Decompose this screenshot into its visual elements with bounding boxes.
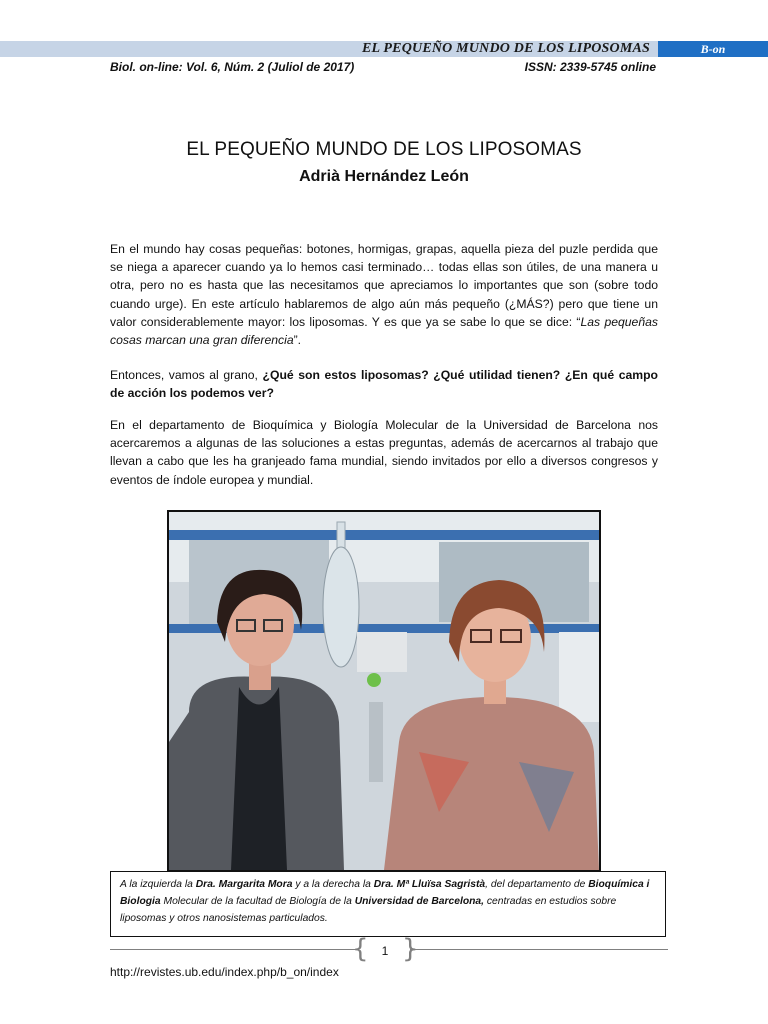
paragraph-intro-end: ”. [293, 333, 302, 348]
article-author: Adrià Hernández León [299, 168, 469, 185]
page-number: 1 [381, 944, 389, 958]
paragraph-department: En el departamento de Bioquímica y Biología Molecular de la Universidad de Barcelona nos acercaremos a algunas de las soluciones a estas preguntas, además de acercarnos al trabajo que llevan a cabo que les ha granjeado fama mundial, siendo invitados por ello a diversos congresos y eventos de índole europea y mundial. [110, 418, 658, 487]
caption-text-5: centradas en estudios sobre liposomas y otros nanosistemas particulados. [120, 896, 617, 924]
issn: ISSN: 2339-5745 online [524, 60, 656, 74]
caption-dept: Bioquímica i Biologia [120, 879, 650, 907]
researchers-photo [167, 510, 601, 872]
paragraph-intro [110, 240, 658, 349]
left-brace-icon: { [352, 934, 369, 964]
footer-rule-left [110, 949, 358, 950]
caption-text-3: , del departamento de [485, 879, 589, 890]
journal-citation: Biol. on-line: Vol. 6, Núm. 2 (Juliol de 2017) [110, 60, 355, 74]
caption-text-1: A la izquierda la [120, 879, 196, 890]
right-brace-icon: } [402, 934, 419, 964]
article-title: EL PEQUEÑO MUNDO DE LOS LIPOSOMAS [186, 138, 582, 160]
journal-url[interactable]: http://revistes.ub.edu/index.php/b_on/index [110, 965, 339, 979]
running-title: EL PEQUEÑO MUNDO DE LOS LIPOSOMAS [361, 41, 650, 56]
paragraph-questions-bold: ¿Qué son estos liposomas? ¿Qué utilidad tienen? ¿En qué campo de acción los podemos ver? [110, 368, 658, 401]
caption-university: Universidad de Barcelona, [354, 896, 485, 907]
paragraph-intro-quote: Las pequeñas cosas marcan una gran diferencia [110, 314, 658, 348]
caption-text-2: y a la derecha la [292, 879, 374, 890]
caption-text-4: Molecular de la facultad de Biología de la [160, 896, 355, 907]
caption-name-2: Dra. Mª Lluïsa Sagristà [373, 879, 486, 890]
running-header-band [0, 41, 768, 57]
paragraph-questions [110, 366, 658, 402]
photo-caption [110, 871, 666, 937]
caption-name-1: Dra. Margarita Mora [195, 879, 293, 890]
journal-logo: B-on [658, 41, 768, 57]
photo-illustration [169, 512, 599, 870]
paragraph-questions-text: Entonces, vamos al grano, [110, 368, 263, 382]
paragraph-intro-text: En el mundo hay cosas pequeñas: botones, hormigas, grapas, aquella pieza del puzle perdida que se niega a aparecer cuando ya lo hemos casi terminado… todas ellas son útiles, de una manera u otra, pero no es hasta que las necesitamos que apreciamos lo importantes que son (sobre todo cuando urge). En este artículo hablaremos de algo aún más pequeño (¿MÁS?) pero que tiene un valor considerablemente mayor: los liposomas. Y es que ya se sabe lo que se dice: “ [110, 242, 658, 329]
footer-rule-right [410, 949, 668, 950]
